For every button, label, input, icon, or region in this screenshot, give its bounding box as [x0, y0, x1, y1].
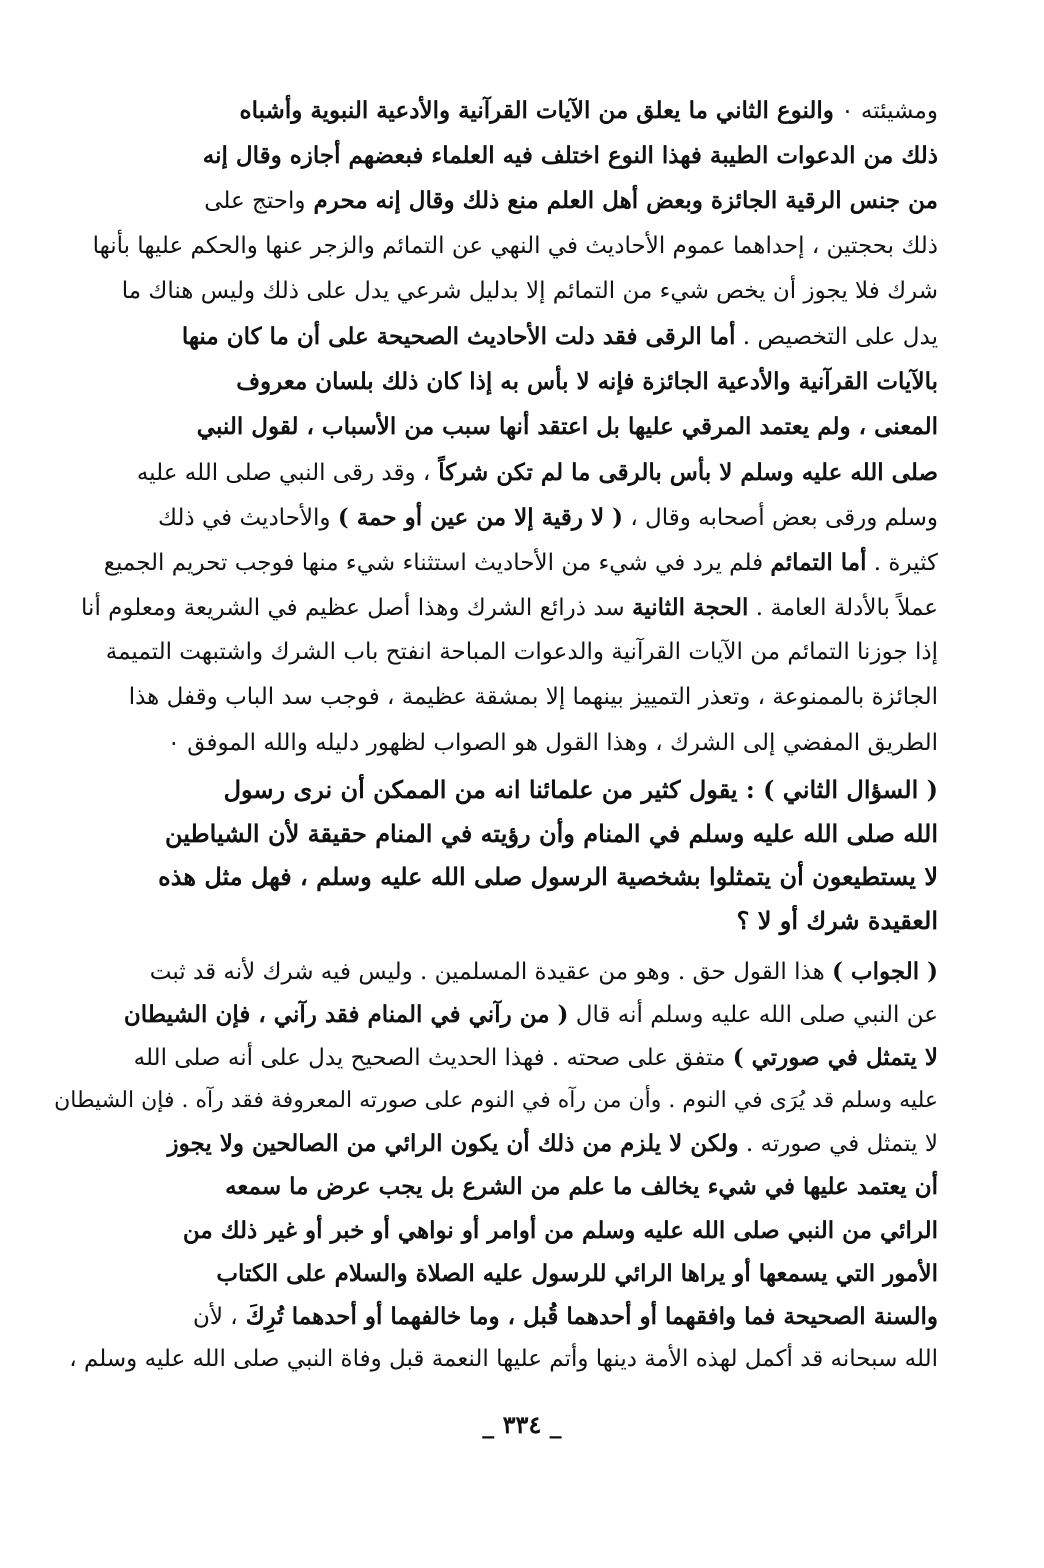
- question-line: ( السؤال الثاني ) : يقول كثير من علمائنا انه من الممكن أن نرى رسول: [223, 775, 938, 804]
- paragraph-text-run: كثيرة .: [866, 549, 938, 576]
- paragraph-text-run: ذلك من الدعوات الطيبة فهذا النوع اختلف فيه العلماء فبعضهم أجازه وقال إنه: [202, 142, 938, 170]
- paragraph-line: [50, 133, 938, 178]
- answer-text-run: الرائي من النبي صلى الله عليه وسلم من أوامر أو نواهي أو خبر أو غير ذلك من: [182, 1216, 938, 1244]
- paragraph-text-run: فلم يرد في شيء من الأحاديث استثناء شيء منها فوجب تحريم الجميع: [103, 549, 771, 576]
- question-line: لا يستطيعون أن يتمثلوا بشخصية الرسول صلى الله عليه وسلم ، فهل مثل هذه: [158, 862, 938, 891]
- answer-text-run: أن يعتمد عليها في شيء يخالف ما علم من الشرع بل يجب عرض ما سمعه: [225, 1173, 938, 1201]
- paragraph-text-run: من جنس الرقية الجائزة وبعض أهل العلم منع ذلك وقال إنه محرم: [305, 187, 938, 215]
- page-number: _ ٣٣٤ _: [482, 1410, 562, 1439]
- answer-line: [50, 1079, 938, 1122]
- answer-text-run: ولكن لا يلزم من ذلك أن يكون الرائي من الصالحين ولا يجوز: [167, 1130, 739, 1158]
- paragraph-amulets-ruling: [50, 88, 938, 766]
- answer-line: [50, 1338, 938, 1381]
- paragraph-line: [50, 404, 938, 449]
- paragraph-text-run: أما التمائم: [770, 548, 867, 576]
- answer-text-run: الله سبحانه قد أكمل لهذه الأمة دينها وأتم عليها النعمة قبل وفاة النبي صلى الله عليه وسلم ،: [69, 1345, 938, 1372]
- paragraph-line: [50, 178, 938, 223]
- paragraph-text-run: شرك فلا يجوز أن يخص شيء من التمائم إلا بدليل شرعي يدل على ذلك وليس هناك ما: [121, 277, 938, 304]
- paragraph-text-run: بالآيات القرآنية والأدعية الجائزة فإنه لا بأس به إذا كان ذلك بلسان معروف: [236, 368, 938, 396]
- paragraph-text-run: ذلك بحجتين ، إحداهما عموم الأحاديث في النهي عن التمائم والزجر عنها والحكم عليها بأنها: [92, 232, 938, 259]
- paragraph-line: [50, 585, 938, 630]
- paragraph-line: [50, 314, 938, 359]
- answer-text-run: ( الجواب ): [832, 958, 938, 985]
- paragraph-text-run: الطريق المفضي إلى الشرك ، وهذا القول هو الصواب لظهور دليله والله الموفق ٠: [167, 729, 938, 756]
- paragraph-line: [50, 721, 938, 766]
- answer-line: [50, 993, 938, 1036]
- answer-text-run: عن النبي صلى الله عليه وسلم أنه قال: [568, 1002, 938, 1029]
- paragraph-line: [50, 88, 938, 133]
- paragraph-text-run: إذا جوزنا التمائم من الآيات القرآنية والدعوات المباحة انفتح باب الشرك واشتبهت التميمة: [105, 639, 938, 666]
- paragraph-line: [50, 540, 938, 585]
- paragraph-text-run: سد ذرائع الشرك وهذا أصل عظيم في الشريعة ومعلوم أنا: [81, 595, 632, 622]
- answer-text-run: ، لأن: [192, 1303, 238, 1330]
- answer-line: [50, 1165, 938, 1208]
- paragraph-text-run: ( لا رقية إلا من عين أو حمة ): [337, 503, 624, 531]
- question-line: الله صلى الله عليه وسلم في المنام وأن رؤيته في المنام حقيقة لأن الشياطين: [165, 818, 938, 848]
- answer-text-run: والسنة الصحيحة فما وافقهما أو أحدهما قُبل ، وما خالفهما أو أحدهما تُرِكَ: [237, 1302, 938, 1330]
- question-two: [50, 768, 938, 942]
- answer-line: [50, 1252, 938, 1295]
- answer-line: [50, 1036, 938, 1079]
- paragraph-line: [50, 675, 938, 720]
- paragraph-text-run: وسلم ورقى بعض أصحابه وقال ،: [623, 504, 938, 531]
- paragraph-line: [50, 224, 938, 269]
- answer-text-run: لا يتمثل في صورته .: [738, 1131, 938, 1158]
- paragraph-text-run: المعنى ، ولم يعتمد المرقي عليها بل اعتقد أنها سبب من الأسباب ، لقول النبي: [196, 413, 938, 441]
- paragraph-text-run: والأحاديث في ذلك: [158, 504, 338, 531]
- answer-text-run: عليه وسلم قد يُرَى في النوم . وأن من رآه في النوم على صورته المعروفة فقد رآه . فإن الشيطان: [54, 1088, 938, 1114]
- paragraph-text-run: أما الرقى فقد دلت الأحاديث الصحيحة على أن ما كان منها: [181, 322, 736, 350]
- paragraph-line: [50, 630, 938, 675]
- paragraph-text-run: عملاً بالأدلة العامة .: [748, 595, 938, 622]
- paragraph-text-run: والنوع الثاني ما يعلق من الآيات القرآنية والأدعية النبوية وأشباه: [239, 97, 834, 124]
- paragraph-line: [50, 495, 938, 540]
- answer-line: [50, 1122, 938, 1165]
- answer-text-run: لا يتمثل في صورتي ): [732, 1044, 938, 1072]
- answer-line: [50, 1209, 938, 1252]
- paragraph-line: [50, 269, 938, 314]
- paragraph-line: [50, 359, 938, 404]
- question-line: العقيدة شرك أو لا ؟: [736, 905, 938, 935]
- answer-text-run: الأمور التي يسمعها أو يراها الرائي للرسول عليه الصلاة والسلام على الكتاب: [216, 1259, 938, 1287]
- paragraph-text-run: ومشيئته ٠: [833, 98, 938, 124]
- paragraph-line: [50, 450, 938, 495]
- paragraph-text-run: ، وقد رقى النبي صلى الله عليه: [136, 459, 431, 486]
- paragraph-text-run: الحجة الثانية: [631, 594, 749, 622]
- paragraph-text-run: واحتج على: [204, 188, 306, 215]
- paragraph-text-run: يدل على التخصيص .: [735, 323, 938, 350]
- answer-text-run: متفق على صحته . فهذا الحديث الصحيح يدل على أنه صلى الله: [133, 1045, 733, 1072]
- answer-text-run: هذا القول حق . وهو من عقيدة المسلمين . وليس فيه شرك لأنه قد ثبت: [149, 959, 833, 985]
- answer-line: [50, 950, 938, 993]
- paragraph-text-run: صلى الله عليه وسلم لا بأس بالرقى ما لم تكن شركاً: [430, 458, 938, 486]
- answer-text-run: ( من رآني في المنام فقد رآني ، فإن الشيطان: [123, 1001, 569, 1029]
- answer-line: [50, 1295, 938, 1338]
- answer-two: [50, 950, 938, 1381]
- paragraph-text-run: الجائزة بالممنوعة ، وتعذر التمييز بينهما إلا بمشقة عظيمة ، فوجب سد الباب وقفل هذا: [128, 684, 938, 711]
